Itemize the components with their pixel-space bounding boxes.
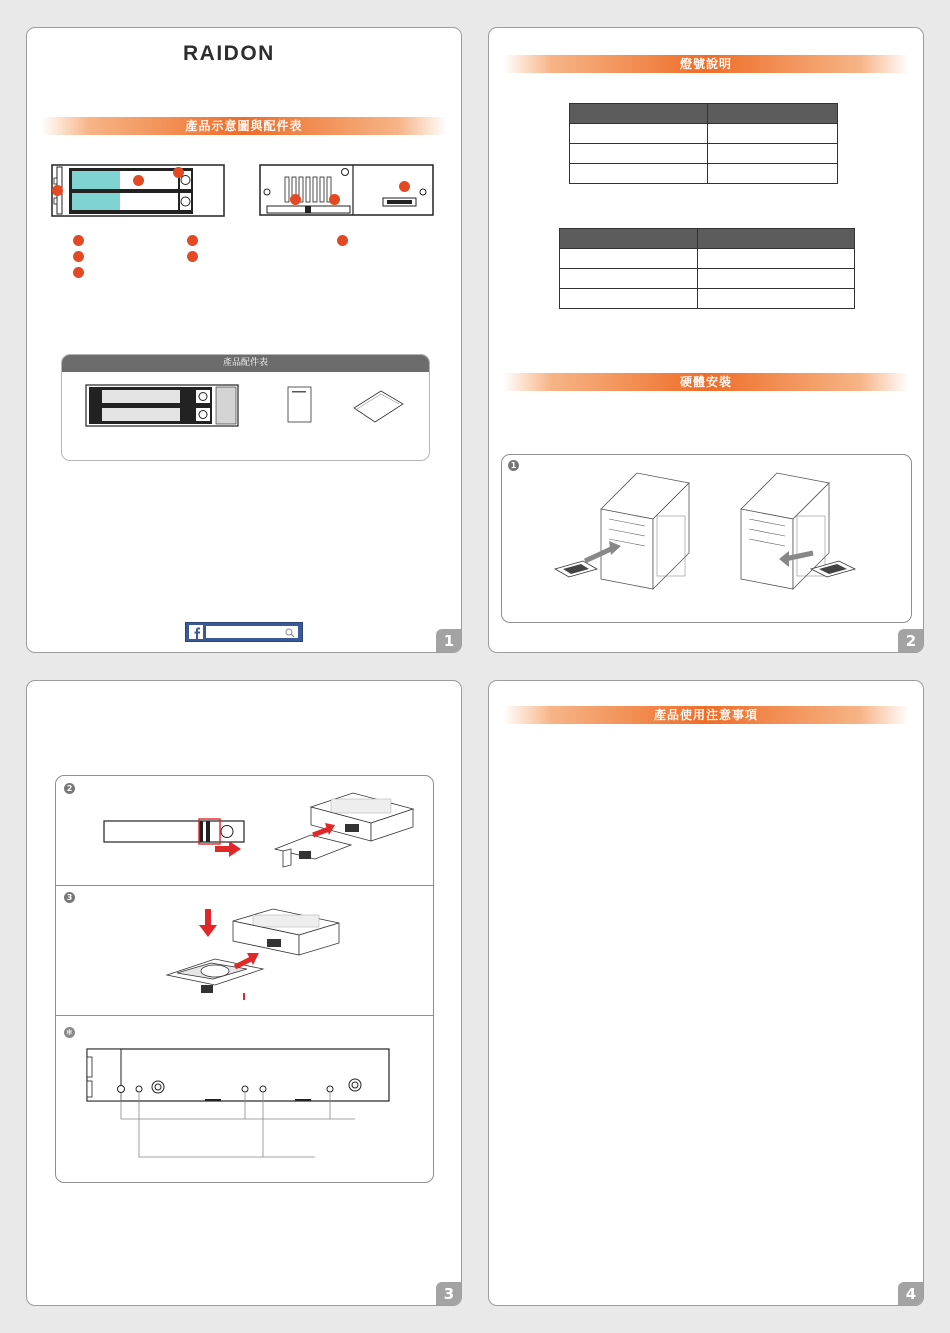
manual-page-1 [26, 27, 462, 653]
tray-release-illustration [103, 817, 253, 859]
front-view-illustration [51, 164, 227, 220]
hardware-install-banner: 硬體安裝 [503, 373, 909, 391]
note-badge: ❄ [64, 1027, 75, 1038]
divider [56, 885, 433, 886]
callout-dot [329, 194, 340, 205]
manual-page-4 [488, 680, 924, 1306]
accessories-title: 產品配件表 [62, 355, 429, 372]
manual-booklet-illustration [287, 386, 313, 424]
tower-pc-insert-illustration [549, 471, 689, 596]
divider [56, 1015, 433, 1016]
step-badge: 2 [64, 783, 75, 794]
usage-notes-banner: 產品使用注意事項 [503, 706, 909, 724]
tray-pull-out-illustration [271, 793, 421, 875]
legend-dot [73, 267, 84, 278]
screw-bag-illustration [353, 388, 405, 424]
legend-dot [73, 235, 84, 246]
page-number: 2 [898, 629, 924, 653]
raidon-logo: RAIDON [183, 42, 275, 65]
led-table-2 [559, 228, 855, 309]
tower-pc-remove-illustration [689, 471, 859, 596]
callout-dot [399, 181, 410, 192]
facebook-search-bar[interactable] [185, 622, 303, 642]
manual-page-2 [488, 27, 924, 653]
page-number: 3 [436, 1282, 462, 1306]
led-description-banner: 燈號說明 [503, 55, 909, 73]
hdd-insert-illustration [163, 907, 343, 1007]
legend-dot [337, 235, 348, 246]
led-table-1 [569, 103, 838, 184]
screw-hole-illustration [85, 1047, 395, 1162]
step-badge: 1 [508, 460, 519, 471]
legend-dot [187, 235, 198, 246]
facebook-icon [189, 625, 203, 639]
search-icon[interactable] [285, 628, 295, 638]
page-number: 4 [898, 1282, 924, 1306]
manual-page-3 [26, 680, 462, 1306]
page-number: 1 [436, 629, 462, 653]
callout-dot [290, 194, 301, 205]
product-diagram-banner: 產品示意圖與配件表 [41, 117, 447, 135]
callout-dot [133, 175, 144, 186]
enclosure-accessory-illustration [85, 384, 240, 429]
rear-view-illustration [259, 164, 437, 220]
callout-dot [173, 167, 184, 178]
legend-dot [73, 251, 84, 262]
callout-dot [52, 185, 63, 196]
legend-dot [187, 251, 198, 262]
step-badge: 3 [64, 892, 75, 903]
